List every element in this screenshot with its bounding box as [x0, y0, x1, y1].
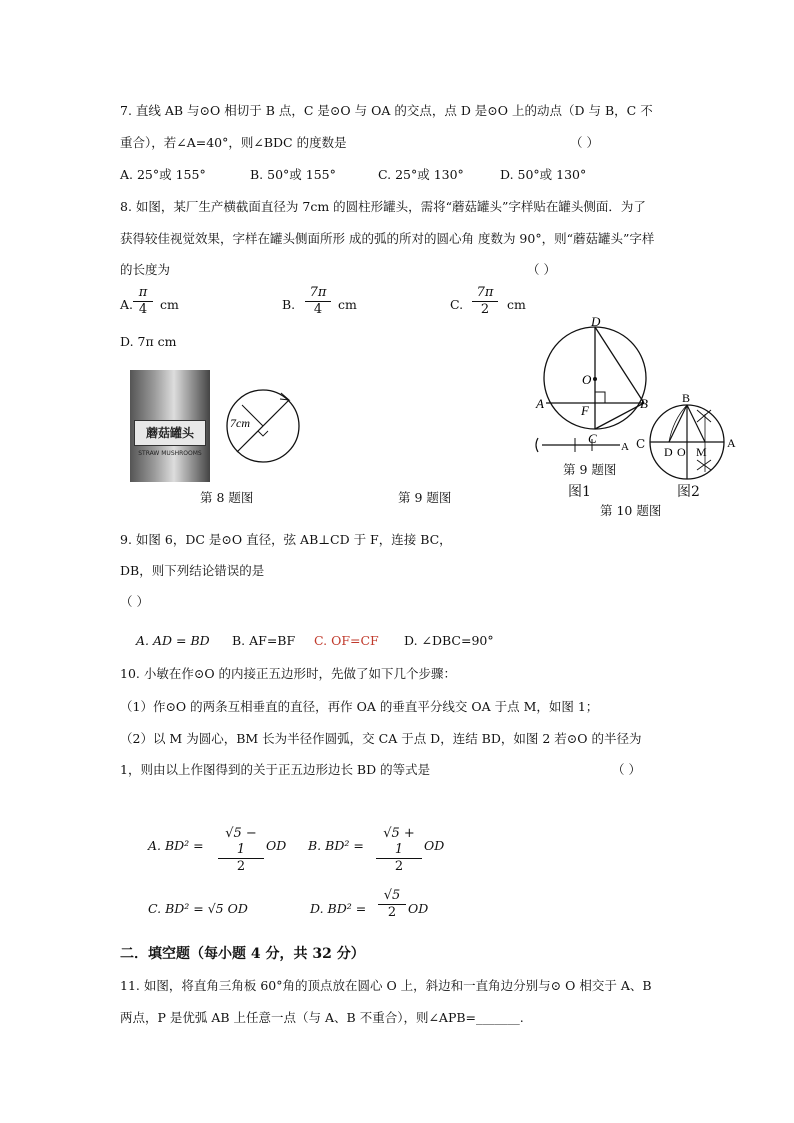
fraction-denominator: 2 [236, 859, 246, 874]
construction-mark [697, 460, 711, 470]
q10-line2: （1）作⊙O 的两条互相垂直的直径，再作 OA 的垂直平分线交 OA 于点 M，如图 1； [120, 699, 599, 714]
fraction-numerator: √5 − 1 [218, 826, 264, 859]
q7-option-b: B. 50°或 155° [250, 167, 336, 182]
q9-line1: 9. 如图 6，DC 是⊙O 直径，弦 AB⊥CD 于 F，连接 BC， [120, 532, 452, 547]
q10-option-a-fraction [218, 826, 264, 875]
q9-option-d: D. ∠DBC=90° [404, 633, 494, 648]
fraction-denominator: 2 [480, 302, 490, 317]
q9-option-c: C. OF=CF [314, 633, 379, 648]
diameter-label: 7cm [230, 416, 250, 430]
fraction-numerator: π [133, 285, 153, 302]
label-a: A [727, 436, 736, 450]
label-b: B [682, 391, 691, 405]
q7-option-a: A. 25°或 155° [120, 167, 206, 182]
fig10-figure1-label: 图1 [568, 484, 591, 500]
q8-option-b-fraction [305, 285, 331, 318]
q8-line3: 的长度为 [120, 262, 171, 277]
label-b: B [640, 396, 648, 411]
q9-option-b: B. AF=BF [232, 633, 296, 648]
segment-bc [595, 403, 644, 429]
q10-line3: （2）以 M 为圆心，BM 长为半径作圆弧，交 CA 于点 D，连结 BD，如图 2 若⊙O 的半径为 [120, 731, 642, 746]
can-cross-section-diagram [222, 385, 304, 467]
q10-option-b-label: B. BD² = [308, 838, 364, 853]
label-c: C [588, 431, 597, 446]
fig9-caption-right: 第 9 题图 [563, 462, 617, 477]
q9-answer-paren: （ ） [120, 594, 149, 609]
q8-option-a-label: A. [120, 297, 134, 312]
q10-option-a-od: OD [266, 838, 287, 853]
fraction-numerator: 7π [472, 285, 498, 302]
q8-option-b-label: B. [282, 297, 296, 312]
q10-option-d-label: D. BD² = [310, 901, 367, 916]
fraction-denominator: 4 [313, 302, 323, 317]
right-angle-mark [258, 431, 268, 436]
arc-left [536, 438, 538, 452]
label-a: A [536, 396, 544, 411]
segment-bm [687, 405, 705, 442]
q10-answer-paren: （ ） [612, 762, 641, 777]
fig8-caption: 第 8 题图 [200, 490, 254, 505]
q10-line1: 10. 小敏在作⊙O 的内接正五边形时，先做了如下几个步骤： [120, 666, 457, 681]
q7-line1: 7. 直线 AB 与⊙O 相切于 B 点，C 是⊙O 与 OA 的交点，点 D 是⊙O 上的动点（D 与 B，C 不 [120, 103, 653, 118]
q8-option-c-unit: cm [507, 297, 526, 312]
segment-bd [669, 405, 687, 442]
q10-option-a-label: A. BD² = [148, 838, 204, 853]
label-d: D [664, 445, 673, 459]
fig10-figure1-diagram [530, 430, 635, 460]
q8-option-c-label: C. [450, 297, 464, 312]
center-point-o [593, 377, 597, 381]
q10-option-b-od: OD [424, 838, 445, 853]
q8-option-a-fraction [133, 285, 153, 318]
q11-line2: 两点，P 是优弧 AB 上任意一点（与 A、B 不重合），则∠APB=_______. [120, 1010, 524, 1025]
fraction-denominator: 2 [387, 905, 397, 920]
mushroom-can-photo [130, 370, 210, 482]
right-angle-mark [595, 392, 605, 403]
arrow-head-icon [280, 393, 289, 400]
section-2-heading: 二．填空题（每小题 4 分，共 32 分） [120, 946, 365, 962]
q10-option-b-fraction [376, 826, 422, 875]
q8-option-d: D. 7π cm [120, 334, 177, 349]
q10-option-d-fraction [378, 888, 406, 921]
fig10-caption: 第 10 题图 [600, 503, 662, 518]
q8-answer-paren: （ ） [527, 262, 556, 277]
label-o: O [677, 445, 686, 459]
q7-option-c: C. 25°或 130° [378, 167, 464, 182]
q8-option-b-unit: cm [338, 297, 357, 312]
label-a: A [621, 441, 629, 453]
label-m: M [696, 445, 707, 459]
q8-line2: 获得较佳视觉效果，字样在罐头侧面所形 成的弧的所对的圆心角 度数为 90°，则“蘑菇罐头”字样 [120, 231, 655, 246]
fraction-numerator: 7π [305, 285, 331, 302]
can-label-text: 蘑菇罐头 [145, 426, 194, 440]
construction-mark [697, 410, 711, 422]
q8-option-c-fraction [472, 285, 498, 318]
label-o: O [582, 372, 592, 387]
q7-answer-paren: （ ） [570, 135, 599, 150]
fig9-circle-diagram [530, 312, 660, 447]
fig10-figure2-label: 图2 [677, 484, 700, 500]
q10-line4: 1，则由以上作图得到的关于正五边形边长 BD 的等式是 [120, 762, 431, 777]
fig10-figure2-diagram [645, 390, 740, 485]
fraction-denominator: 4 [138, 302, 148, 317]
q7-line2: 重合），若∠A=40°，则∠BDC 的度数是 [120, 135, 347, 150]
q8-line1: 8. 如图，某厂生产横截面直径为 7cm 的圆柱形罐头，需将“蘑菇罐头”字样贴在罐头侧面．为了 [120, 199, 646, 214]
fraction-numerator: √5 [378, 888, 406, 905]
label-f: F [581, 403, 589, 418]
fraction-denominator: 2 [394, 859, 404, 874]
q9-line2: DB，则下列结论错误的是 [120, 563, 265, 578]
q10-option-c: C. BD² = √5 OD [148, 901, 248, 916]
label-d: D [591, 314, 601, 329]
fraction-numerator: √5 + 1 [376, 826, 422, 859]
q11-line1: 11. 如图，将直角三角板 60°角的顶点放在圆心 O 上，斜边和一直角边分别与⊙ O 相交于 A、B [120, 978, 652, 993]
q10-option-d-od: OD [408, 901, 429, 916]
fig9-caption-left: 第 9 题图 [398, 490, 452, 505]
fig2-label-c: C [636, 437, 646, 451]
q9-option-a: A. AD = BD [136, 633, 210, 648]
can-label-subtext: STRAW MUSHROOMS [138, 450, 202, 457]
q7-option-d: D. 50°或 130° [500, 167, 587, 182]
q8-option-a-unit: cm [160, 297, 179, 312]
